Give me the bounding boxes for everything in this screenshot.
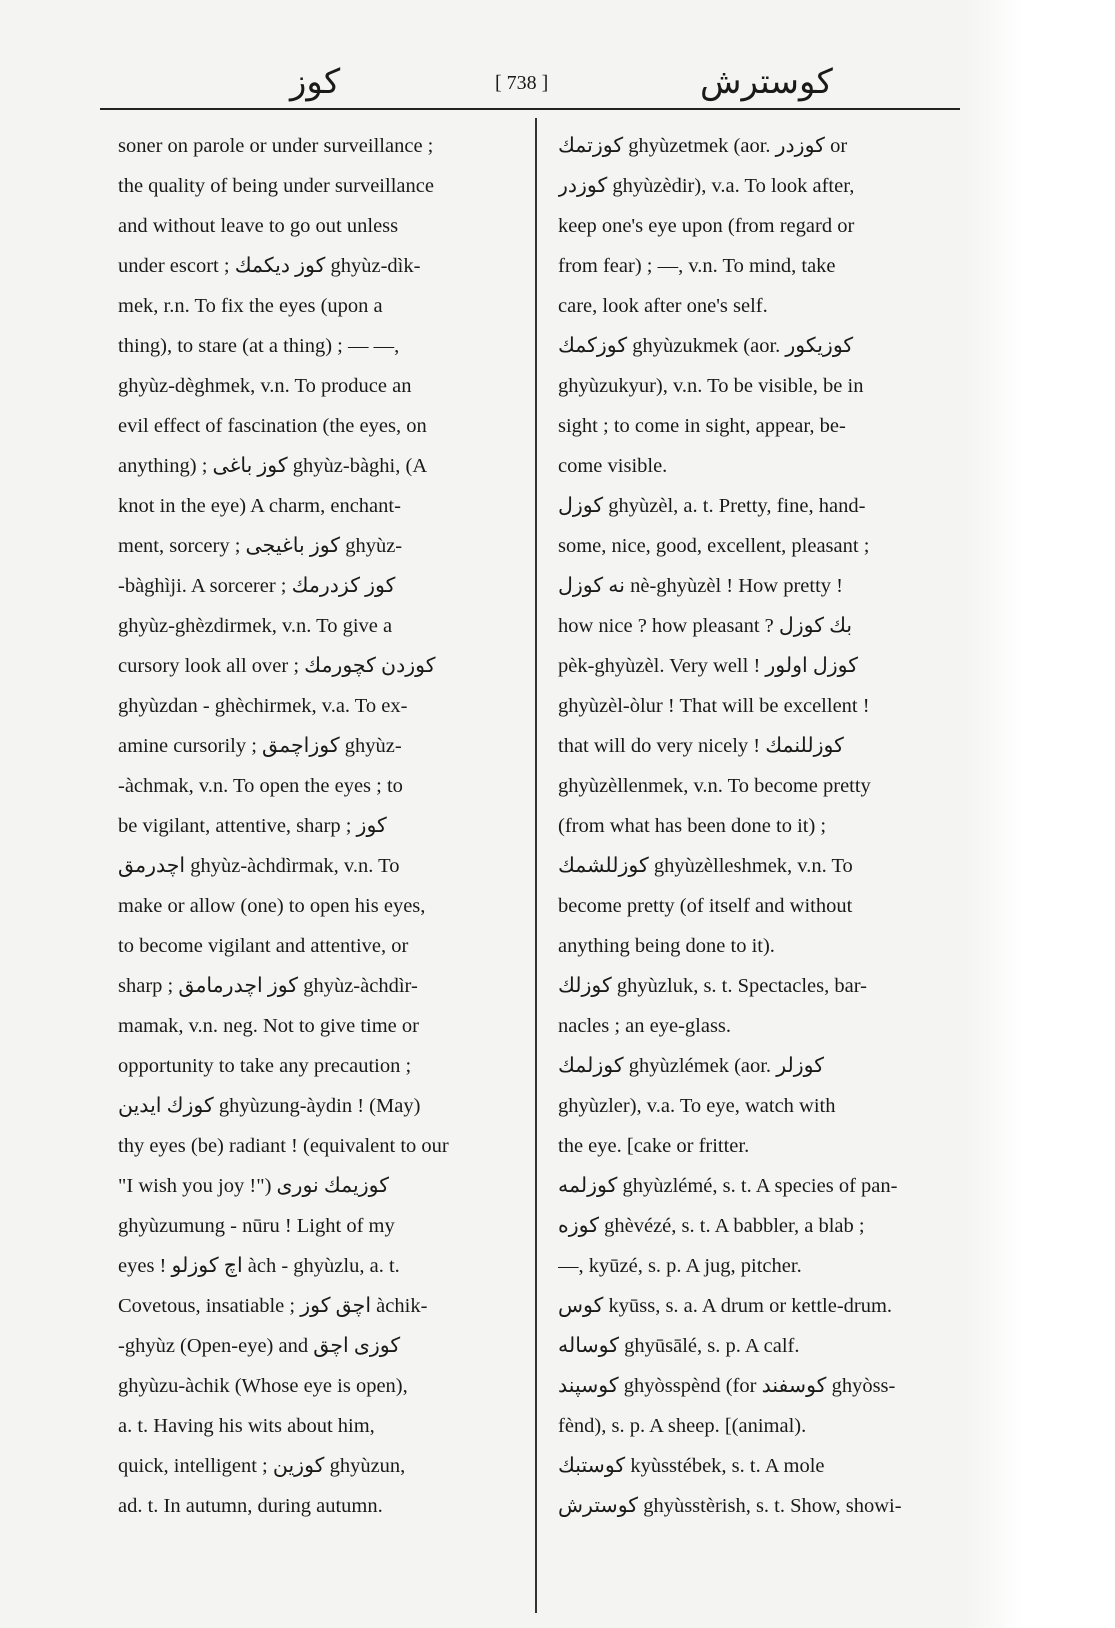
text-line: ghyùzdan - ghèchirmek, v.a. To ex- <box>118 695 408 717</box>
text-line: knot in the eye) A charm, enchant- <box>118 495 401 517</box>
text-line: how nice ? how pleasant ? بك كوزل <box>558 615 853 637</box>
text-line: keep one's eye upon (from regard or <box>558 215 855 237</box>
text-line: ghyùz-dèghmek, v.n. To produce an <box>118 375 412 397</box>
text-line: (from what has been done to it) ; <box>558 815 827 837</box>
text-line: "I wish you joy !") كوزيمك نورى <box>118 1175 389 1197</box>
text-line: ghyùzler), v.a. To eye, watch with <box>558 1095 836 1117</box>
header-rule <box>100 108 960 110</box>
text-line: كوسترش ghyùsstèrish, s. t. Show, showi- <box>558 1495 902 1517</box>
text-line: اچدرمق ghyùz-àchdìrmak, v.n. To <box>118 855 400 877</box>
text-line: كوزكمك ghyùzukmek (aor. كوزيكور <box>558 335 854 357</box>
text-line: cursory look all over ; كوزدن كچورمك <box>118 655 436 677</box>
text-line: ghyùzumung - nūru ! Light of my <box>118 1215 395 1237</box>
text-line: ghyùzu-àchik (Whose eye is open), <box>118 1375 408 1397</box>
text-line: sharp ; كوز اچدرمامق ghyùz-àchdìr- <box>118 975 418 997</box>
text-line: thy eyes (be) radiant ! (equivalent to our <box>118 1135 449 1157</box>
text-line: eyes ! اچ كوزلو àch - ghyùzlu, a. t. <box>118 1255 400 1277</box>
text-line: ghyùzèllenmek, v.n. To become pretty <box>558 775 871 797</box>
text-line: a. t. Having his wits about him, <box>118 1415 375 1437</box>
text-line: pèk-ghyùzèl. Very well ! كوزل اولور <box>558 655 859 677</box>
text-line: نه كوزل nè-ghyùzèl ! How pretty ! <box>558 575 843 597</box>
text-line: Covetous, insatiable ; اچق كوز àchik- <box>118 1295 428 1317</box>
text-line: that will do very nicely ! كوزللنمك <box>558 735 844 757</box>
text-line: كوزتمك ghyùzetmek (aor. كوزدر or <box>558 135 848 157</box>
text-line: كوستبك kyùsstébek, s. t. A mole <box>558 1455 825 1477</box>
text-line: كوزللشمك ghyùzèlleshmek, v.n. To <box>558 855 853 877</box>
text-line: كوزلمه ghyùzlémé, s. t. A species of pan- <box>558 1175 898 1197</box>
text-line: the eye. [cake or fritter. <box>558 1135 750 1157</box>
text-line: evil effect of fascination (the eyes, on <box>118 415 427 437</box>
text-line: ghyùzèl-òlur ! That will be excellent ! <box>558 695 870 717</box>
header-headword-left: كوز <box>290 62 341 102</box>
text-line: كوزك ايدين ghyùzung-àydin ! (May) <box>118 1095 421 1117</box>
text-line: under escort ; كوز ديكمك ghyùz-dìk- <box>118 255 421 277</box>
text-line: كوسپند ghyòsspènd (for كوسفند ghyòss- <box>558 1375 896 1397</box>
text-line: amine cursorily ; كوزاچمق ghyùz- <box>118 735 402 757</box>
column-divider <box>535 118 537 1613</box>
text-line: كوساله ghyūsālé, s. p. A calf. <box>558 1335 800 1357</box>
text-line: the quality of being under surveillance <box>118 175 434 197</box>
text-line: -ghyùz (Open-eye) and كوزى اچق <box>118 1335 401 1357</box>
text-line: soner on parole or under surveillance ; <box>118 135 434 157</box>
text-line: quick, intelligent ; كوزين ghyùzun, <box>118 1455 406 1477</box>
text-line: sight ; to come in sight, appear, be- <box>558 415 846 437</box>
text-line: —, kyūzé, s. p. A jug, pitcher. <box>558 1255 802 1277</box>
header-headword-right: كوسترش <box>700 62 833 102</box>
text-line: anything being done to it). <box>558 935 775 957</box>
text-line: كوزل ghyùzèl, a. t. Pretty, fine, hand- <box>558 495 866 517</box>
text-line: care, look after one's self. <box>558 295 768 317</box>
text-line: كوزه ghèvézé, s. t. A babbler, a blab ; <box>558 1215 865 1237</box>
left-column <box>118 126 524 1526</box>
text-line: كوزلمك ghyùzlémek (aor. كوزلر <box>558 1055 824 1077</box>
text-line: thing), to stare (at a thing) ; — —, <box>118 335 400 357</box>
text-line: opportunity to take any precaution ; <box>118 1055 412 1077</box>
text-line: -àchmak, v.n. To open the eyes ; to <box>118 775 403 797</box>
right-column <box>558 126 968 1526</box>
text-line: make or allow (one) to open his eyes, <box>118 895 426 917</box>
text-line: nacles ; an eye-glass. <box>558 1015 732 1037</box>
text-line: ghyùz-ghèzdirmek, v.n. To give a <box>118 615 393 637</box>
text-line: fènd), s. p. A sheep. [(animal). <box>558 1415 807 1437</box>
text-line: be vigilant, attentive, sharp ; كوز <box>118 815 387 837</box>
scan-margin <box>965 0 1115 1628</box>
text-line: -bàghìji. A sorcerer ; كوز كزدرمك <box>118 575 396 597</box>
text-line: mamak, v.n. neg. Not to give time or <box>118 1015 419 1037</box>
text-line: anything) ; كوز باغى ghyùz-bàghi, (A <box>118 455 428 477</box>
text-line: and without leave to go out unless <box>118 215 399 237</box>
text-line: ment, sorcery ; كوز باغيجى ghyùz- <box>118 535 403 557</box>
text-line: ad. t. In autumn, during autumn. <box>118 1495 383 1517</box>
text-line: ghyùzukyur), v.n. To be visible, be in <box>558 375 864 397</box>
text-line: to become vigilant and attentive, or <box>118 935 409 957</box>
text-line: mek, r.n. To fix the eyes (upon a <box>118 295 383 317</box>
page-number: [ 738 ] <box>495 72 549 94</box>
text-line: كوس kyūss, s. a. A drum or kettle-drum. <box>558 1295 893 1317</box>
text-line: كوزلك ghyùzluk, s. t. Spectacles, bar- <box>558 975 867 997</box>
page-header <box>100 62 960 108</box>
text-line: some, nice, good, excellent, pleasant ; <box>558 535 870 557</box>
text-line: come visible. <box>558 455 668 477</box>
text-line: from fear) ; —, v.n. To mind, take <box>558 255 836 277</box>
text-line: become pretty (of itself and without <box>558 895 853 917</box>
text-line: كوزدر ghyùzèdir), v.a. To look after, <box>558 175 855 197</box>
